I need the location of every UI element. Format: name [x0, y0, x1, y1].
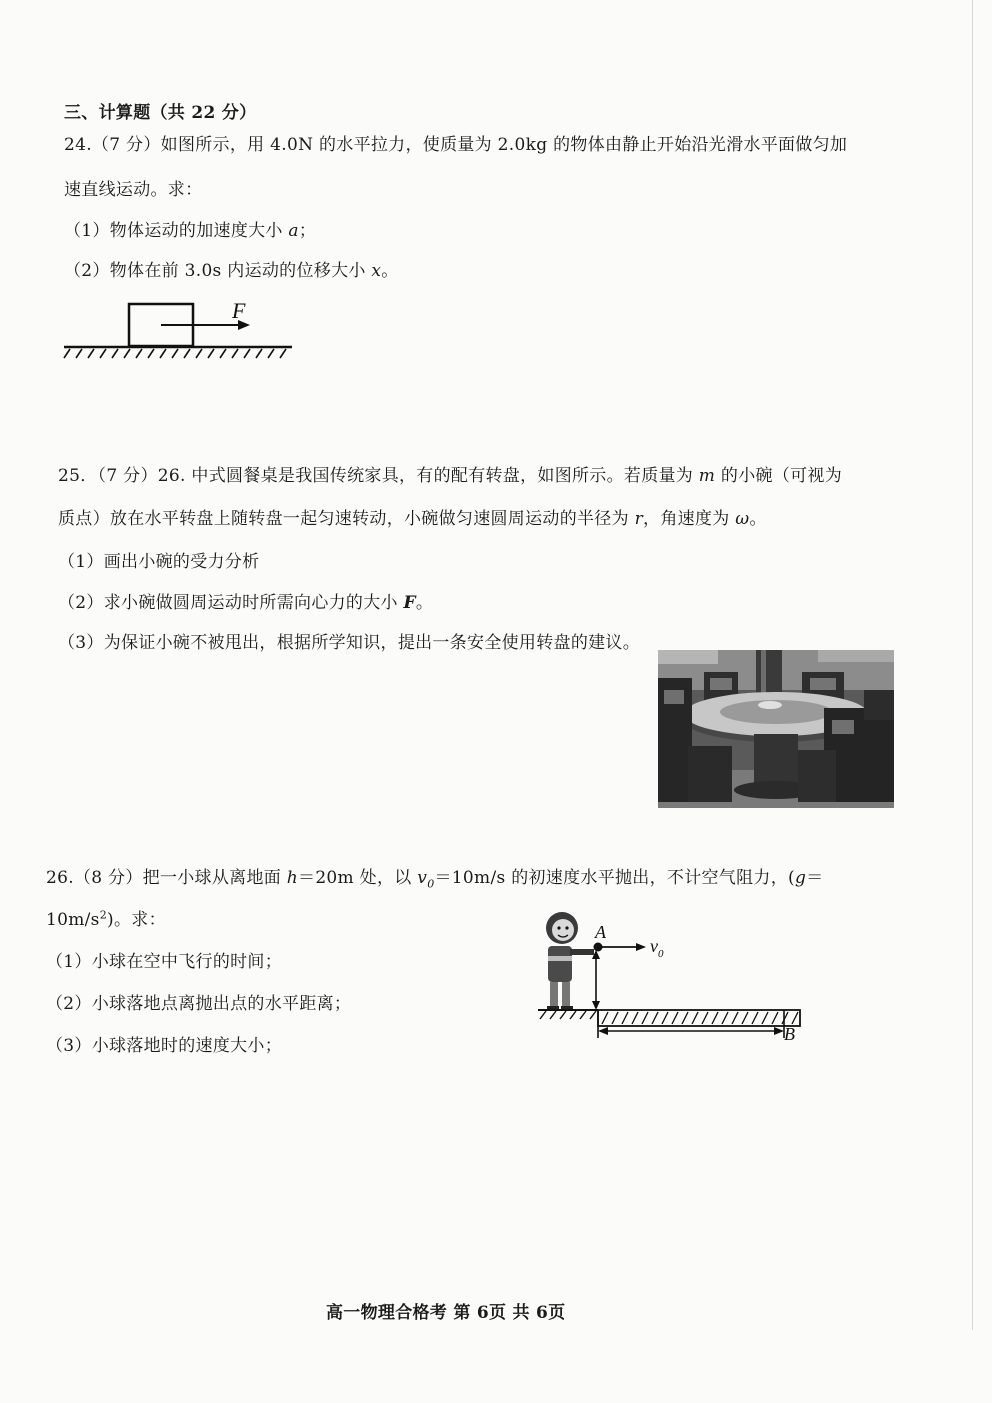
q26-line1: 26.（8 分）把一小球从离地面 h＝20m 处，以 $v_0=10m/s$ 的初速度水平抛出，不计空气阻力，(g＝	[46, 868, 824, 891]
q24-block-diagram	[60, 292, 300, 364]
q24-sub2: （2）物体在前 3.0s 内运动的位移大小 x。	[64, 261, 399, 281]
q26-sub2: （2）小球落地点离抛出点的水平距离；	[46, 994, 352, 1014]
q25-sub3: （3）为保证小碗不被甩出，根据所学知识，提出一条安全使用转盘的建议。	[58, 633, 641, 653]
q26-sub1: （1）小球在空中飞行的时间；	[46, 952, 283, 972]
q24-sub1: （1）物体运动的加速度大小 a；	[64, 221, 317, 241]
q26-projectile-diagram	[532, 906, 810, 1046]
velocity-arrowhead	[636, 943, 646, 951]
dining-table-photo	[658, 650, 894, 808]
q24-line2: 速直线运动。求：	[64, 180, 203, 200]
label-a: A	[595, 922, 606, 942]
force-label: F	[232, 298, 246, 323]
ground-hatch	[64, 349, 286, 358]
section-heading: 三、计算题（共 22 分）	[64, 103, 257, 123]
q26-line2: $10m/s^2$)。求：	[46, 908, 166, 930]
page-edge	[972, 0, 973, 1330]
label-b: B	[784, 1024, 795, 1044]
q25-sub1: （1）画出小碗的受力分析	[58, 552, 260, 572]
q25-sub2: （2）求小碗做圆周运动时所需向心力的大小 F。	[58, 593, 434, 613]
q24-line1: 24.（7 分）如图所示，用 4.0N 的水平拉力，使质量为 2.0kg 的物体由静止开始沿光滑水平面做匀加	[64, 135, 848, 155]
page-footer: 高一物理合格考 第 6页 共 6页	[326, 1303, 566, 1323]
q26-sub3: （3）小球落地时的速度大小；	[46, 1036, 283, 1056]
label-v0: $v_0$	[650, 936, 664, 960]
ball	[594, 943, 603, 952]
boy-figure	[546, 912, 594, 1011]
q25-line1: 25．（7 分）26. 中式圆餐桌是我国传统家具，有的配有转盘，如图所示。若质量为 m 的小碗（可视为	[58, 466, 843, 486]
q25-line2: 质点）放在水平转盘上随转盘一起匀速转动，小碗做匀速圆周运动的半径为 r，角速度为 ω。	[58, 509, 767, 529]
